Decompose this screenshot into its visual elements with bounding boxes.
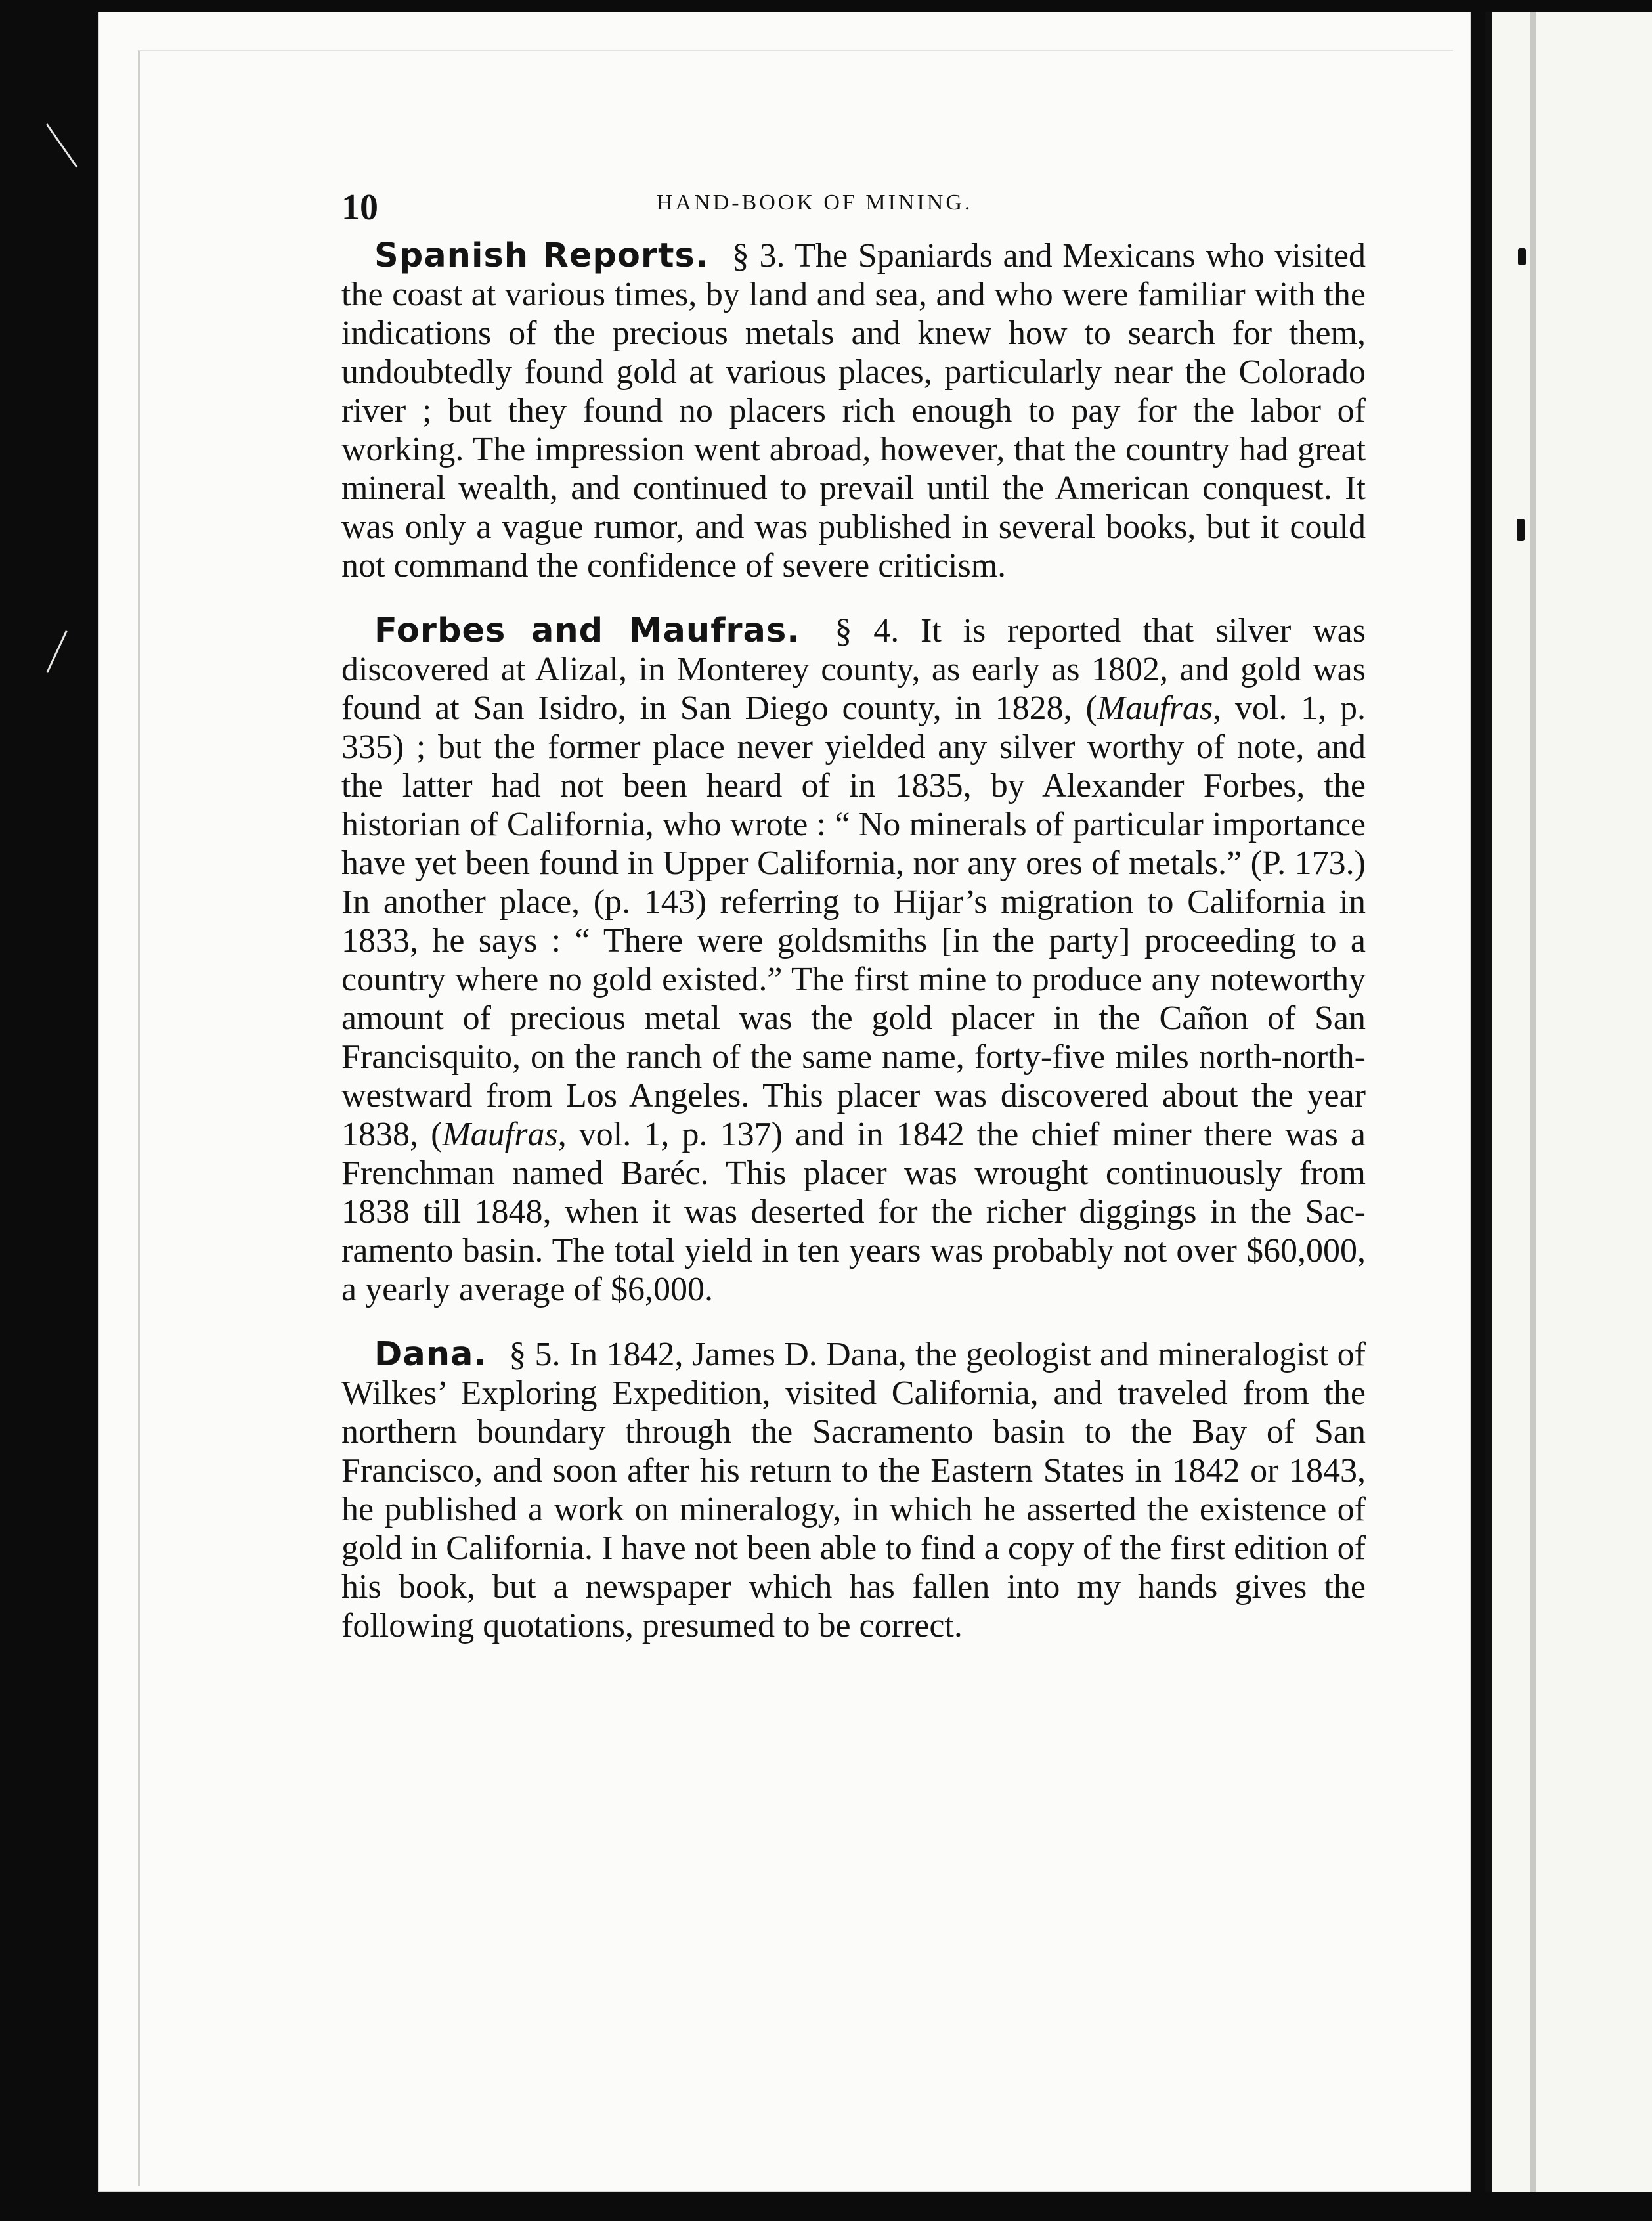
- margin-mark: [1517, 519, 1525, 541]
- section-text: In 1842, James D. Dana, the geologist and mineralogist of Wilkes’ Exploring Expedition, visited California, and traveled from the northern boundary through the Sacramento basin to the Bay of San Francisco, and soon after his return to the Eastern States in 1842 or 1843, he published a work on mineralogy, in which he asserted the existence of gold in California. I have not been able to find a copy of the first edition of his book, but a newspaper which has fallen into my hands gives the following quotations, presumed to be correct.: [341, 1336, 1366, 1644]
- running-title: HAND-BOOK OF MINING.: [657, 190, 973, 215]
- margin-mark: [1518, 248, 1526, 265]
- citation-title: Maufras: [442, 1116, 558, 1153]
- section-paragraph: [341, 236, 1366, 585]
- citation-title: Maufras: [1097, 690, 1213, 727]
- section-text: , vol. 1, p. 137) and in 1842 the chief miner there was a Frenchman named Baréc. This placer was wrought continuously from 1838 till 1848, when it was deserted for the richer diggings in the Sacramento basin. The total yield in ten years was probably not over $60,000, a yearly average of $6,000.: [341, 1116, 1366, 1308]
- section-heading: Dana.: [374, 1335, 487, 1374]
- section-text: The Spaniards and Mexicans who visited the coast at various times, by land and sea, and who were familiar with the indications of the precious metals and knew how to search for them, undoubtedly found gold at various places, particularly near the Colorado river ; but they found no placers rich enough to pay for the labor of working. The impression went abroad, however, that the country had great mineral wealth, and continued to prevail until the American conquest. It was only a vague rumor, and was published in several books, but it could not command the confidence of severe criticism.: [341, 237, 1366, 584]
- section-paragraph: [341, 1335, 1366, 1645]
- scan-artifact: [46, 123, 77, 167]
- section-number: § 4.: [835, 612, 900, 649]
- running-head: [341, 177, 1366, 236]
- section-number: § 5.: [509, 1336, 561, 1373]
- section-text: It is reported that silver was discovered at Alizal, in Monterey county, as early as 1802, and gold was found at San Isidro, in San Diego county, in 1828, (: [341, 612, 1366, 727]
- section-paragraph: [341, 611, 1366, 1309]
- section-text: , vol. 1, p. 335) ; but the former place never yielded any silver worthy of note, and the latter had not been heard of in 1835, by Alexander Forbes, the historian of California, who wrote : “ No minerals of particular importance have yet been found in Upper California, nor any ores of metals.” (P. 173.) In another place, (p. 143) referring to Hijar’s migration to California in 1833, he says : “ There were goldsmiths [in the party] proceeding to a country where no gold existed.” The first mine to produce any noteworthy amount of precious metal was the gold placer in the Cañon of San Francisquito, on the ranch of the same name, forty-five miles north-north-westward from Los Angeles. This placer was discovered about the year 1838, (: [341, 690, 1366, 1153]
- section-heading: Spanish Reports.: [374, 236, 709, 275]
- section-heading: Forbes and Maufras.: [374, 611, 800, 650]
- page-number: 10: [341, 187, 378, 228]
- section-number: § 3.: [731, 237, 785, 275]
- page-content: [341, 177, 1366, 1671]
- adjacent-page-rule: [1530, 12, 1536, 2192]
- adjacent-page-edge: [1485, 12, 1652, 2192]
- scan-artifact: [46, 630, 67, 673]
